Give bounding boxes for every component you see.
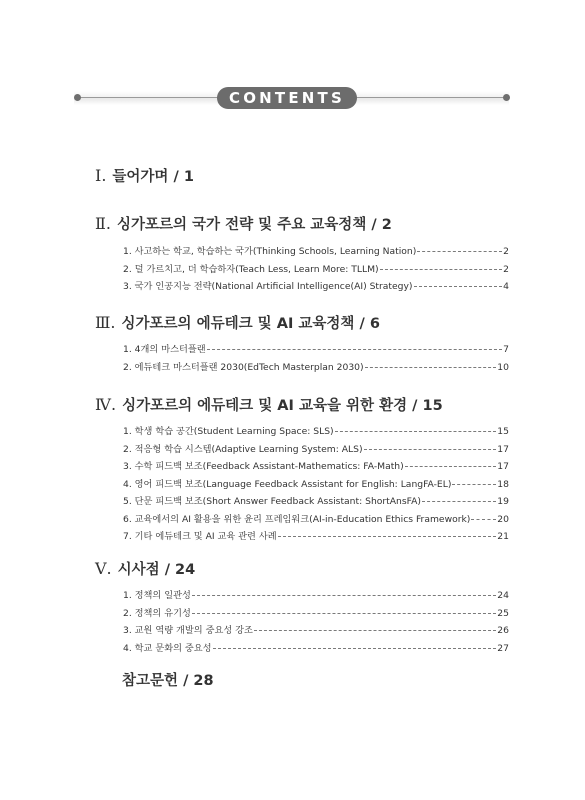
toc-entry[interactable] — [123, 587, 509, 605]
toc-entry[interactable] — [123, 261, 509, 279]
toc-section-4-items — [123, 423, 509, 546]
toc-entry[interactable] — [123, 458, 509, 476]
toc-entry-title: 2. 정책의 유기성 — [123, 607, 191, 619]
toc-section-2-items — [123, 243, 509, 296]
dotted-leader — [335, 431, 497, 432]
dotted-leader — [213, 648, 497, 649]
dotted-leader — [417, 251, 502, 252]
toc-section-4[interactable] — [95, 394, 515, 415]
toc-entry[interactable] — [123, 493, 509, 511]
toc-entry-title: 2. 덜 가르치고, 더 학습하자(Teach Less, Learn More: TLLM) — [123, 263, 379, 275]
toc-entry-title: 2. 에듀테크 마스터플랜 2030(EdTech Masterplan 2030) — [123, 361, 364, 373]
dotted-leader — [414, 286, 503, 287]
toc-entry-page: 7 — [503, 344, 509, 355]
toc-entry[interactable] — [123, 341, 509, 359]
dotted-leader — [207, 349, 503, 350]
toc-entry-page: 25 — [497, 607, 509, 619]
toc-entry-page: 24 — [497, 590, 509, 601]
toc-entry-page: 10 — [497, 361, 509, 373]
toc-entry-title: 3. 교원 역량 개발의 중요성 강조 — [123, 625, 253, 636]
toc-section-3-items — [123, 341, 509, 376]
toc-entry-title: 4. 학교 문화의 중요성 — [123, 642, 212, 654]
section-numeral: Ⅲ. — [95, 313, 116, 332]
dotted-leader — [278, 536, 497, 537]
toc-entry[interactable] — [123, 441, 509, 459]
toc-entry-page: 2 — [503, 263, 509, 275]
section-title: 싱가포르의 국가 전략 및 주요 교육정책 / 2 — [116, 217, 392, 233]
dotted-leader — [452, 484, 496, 485]
toc-entry-title: 1. 정책의 일관성 — [123, 590, 191, 601]
toc-entry-page: 17 — [497, 461, 509, 472]
toc-section-5[interactable] — [95, 558, 515, 579]
dotted-leader — [380, 269, 503, 270]
toc-entry-title: 4. 영어 피드백 보조(Language Feedback Assistant for English: LangFA-EL) — [123, 478, 452, 490]
toc-entry-title: 3. 국가 인공지능 전략(National Artificial Intelligence(AI) Strategy) — [123, 281, 413, 292]
header-dot-left — [74, 94, 81, 101]
toc-entry-page: 18 — [497, 478, 509, 490]
dotted-leader — [254, 630, 496, 631]
toc-section-3[interactable] — [95, 312, 515, 333]
toc-entry[interactable] — [123, 605, 509, 623]
toc-entry-page: 21 — [497, 531, 509, 542]
toc-entry-title: 3. 수학 피드백 보조(Feedback Assistant-Mathematics: FA-Math) — [123, 461, 404, 472]
dotted-leader — [422, 501, 496, 502]
contents-title: CONTENTS — [229, 89, 345, 107]
section-title: 참고문헌 / 28 — [122, 673, 214, 689]
contents-title-pill — [217, 87, 357, 109]
toc-entry[interactable] — [123, 243, 509, 261]
toc-section-2[interactable] — [95, 213, 515, 234]
toc-entry[interactable] — [123, 278, 509, 296]
toc-entry-page: 27 — [497, 642, 509, 654]
toc-entry[interactable] — [123, 359, 509, 377]
section-title: 싱가포르의 에듀테크 및 AI 교육정책 / 6 — [121, 316, 380, 332]
toc-entry-page: 17 — [497, 443, 509, 455]
section-numeral: Ⅱ. — [95, 214, 111, 233]
toc-entry[interactable] — [123, 622, 509, 640]
section-numeral: Ⅴ. — [95, 559, 112, 578]
dotted-leader — [471, 519, 496, 520]
toc-entry[interactable] — [123, 423, 509, 441]
toc-section-1[interactable] — [95, 165, 515, 186]
dotted-leader — [192, 595, 496, 596]
toc-section-5-items — [123, 587, 509, 657]
toc-references[interactable] — [122, 669, 542, 690]
dotted-leader — [365, 367, 497, 368]
header-dot-right — [503, 94, 510, 101]
dotted-leader — [405, 466, 497, 467]
dotted-leader — [192, 613, 496, 614]
toc-entry-title: 5. 단문 피드백 보조(Short Answer Feedback Assistant: ShortAnsFA) — [123, 496, 421, 507]
toc-entry-page: 2 — [503, 246, 509, 257]
toc-entry[interactable] — [123, 640, 509, 658]
toc-entry-page: 4 — [503, 281, 509, 292]
toc-entry-page: 19 — [497, 496, 509, 507]
toc-entry-title: 7. 기타 에듀테크 및 AI 교육 관련 사례 — [123, 531, 277, 542]
section-title: 싱가포르의 에듀테크 및 AI 교육을 위한 환경 / 15 — [122, 398, 443, 414]
toc-entry-page: 15 — [497, 426, 509, 437]
toc-entry-title: 1. 학생 학습 공간(Student Learning Space: SLS) — [123, 426, 334, 437]
toc-entry[interactable] — [123, 511, 509, 529]
dotted-leader — [364, 449, 497, 450]
toc-entry[interactable] — [123, 528, 509, 546]
toc-entry-page: 26 — [497, 625, 509, 636]
toc-entry-title: 2. 적응형 학습 시스템(Adaptive Learning System: ALS) — [123, 443, 363, 455]
toc-entry-title: 1. 사고하는 학교, 학습하는 국가(Thinking Schools, Learning Nation) — [123, 246, 417, 257]
section-title: 시사점 / 24 — [117, 562, 196, 578]
section-numeral: Ⅳ. — [95, 395, 117, 414]
toc-entry[interactable] — [123, 476, 509, 494]
toc-entry-page: 20 — [497, 513, 509, 525]
toc-entry-title: 1. 4개의 마스터플랜 — [123, 344, 206, 355]
section-numeral: Ⅰ. — [95, 166, 107, 185]
toc-entry-title: 6. 교육에서의 AI 활용을 위한 윤리 프레임워크(AI-in-Education Ethics Framework) — [123, 513, 471, 525]
section-title: 들어가며 / 1 — [112, 169, 194, 185]
